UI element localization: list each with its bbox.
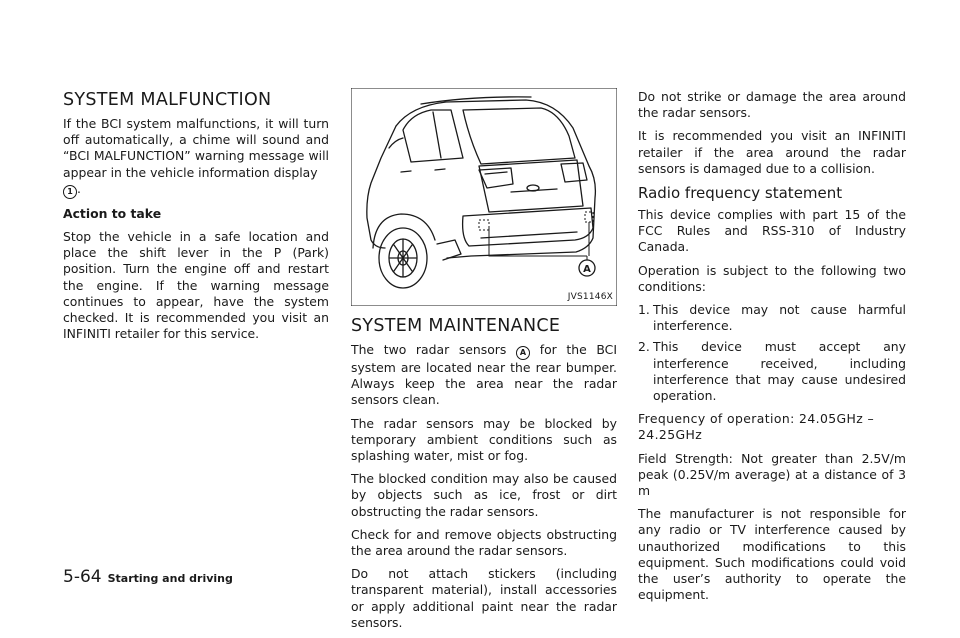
right-column — [638, 89, 906, 610]
system-malfunction-heading: SYSTEM MALFUNCTION — [63, 90, 272, 110]
system-maintenance-heading: SYSTEM MAINTENANCE — [351, 316, 561, 336]
vehicle-rear-figure — [351, 88, 617, 306]
page-footer — [63, 567, 233, 587]
maintenance-paragraph-1: The two radar sensors A for the BCI system are located near the rear bumper. Always keep the area near the radar sensors clean. — [351, 342, 617, 408]
action-to-take-heading: Action to take — [63, 205, 162, 221]
conditions-paragraph: Operation is subject to the following two conditions: — [638, 262, 906, 294]
fcc-paragraph: This device complies with part 15 of the FCC Rules and RSS-310 of Industry Canada. — [638, 207, 906, 255]
right-paragraph-1: Do not strike or damage the area around the radar sensors. — [638, 89, 906, 121]
left-column — [63, 90, 329, 349]
field-strength-paragraph: Field Strength: Not greater than 2.5V/m peak (0.25V/m average) at a distance of 3 m — [638, 450, 906, 499]
list-item: 1. This device may not cause harmful interference. — [638, 302, 906, 334]
figure-code: JVS1146X — [567, 292, 613, 302]
list-item: 2. This device must accept any interference received, including interference that may cause undesired operation. — [638, 339, 906, 404]
maintenance-paragraph-4: Check for and remove objects obstructing the area around the radar sensors. — [351, 526, 617, 559]
maintenance-paragraph-3: The blocked condition may also be caused by objects such as ice, frost or dirt obstructing the radar sensors. — [351, 471, 617, 519]
middle-column — [351, 316, 617, 638]
maintenance-paragraph-5: Do not attach stickers (including transparent material), install accessories or apply additional paint near the radar sensors. — [351, 566, 617, 630]
suv-rear-illustration — [351, 88, 617, 306]
page-number: 5-64 — [63, 567, 102, 587]
conditions-list — [638, 302, 906, 404]
sensor-marker-a: A — [516, 346, 530, 360]
frequency-paragraph: Frequency of operation: 24.05GHz – 24.25GHz — [638, 411, 875, 443]
callout-a-label: A — [583, 264, 591, 275]
maintenance-paragraph-2: The radar sensors may be blocked by temporary ambient conditions such as splashing water, mist or fog. — [351, 415, 617, 464]
manufacturer-paragraph: The manufacturer is not responsible for any radio or TV interference caused by unauthorized modifications to this equipment. Such modifications could void the user’s authority to operate the equipment. — [638, 506, 906, 603]
malfunction-paragraph: If the BCI system malfunctions, it will turn off automatically, a chime will sound and “BCI MALFUNCTION” warning message will appear in the vehicle information display 1 . — [63, 116, 329, 199]
right-paragraph-2: It is recommended you visit an INFINITI retailer if the area around the radar sensors is damaged due to a collision. — [638, 128, 906, 176]
radio-frequency-heading: Radio frequency statement — [638, 184, 843, 203]
action-paragraph: Stop the vehicle in a safe location and place the shift lever in the P (Park) position. Turn the engine off and restart the engine. If the warning message continues to appear, have the system checked. It is recommended you visit an INFINITI retailer for this service. — [63, 229, 329, 342]
section-title: Starting and driving — [107, 572, 233, 585]
display-marker-1: 1 — [63, 185, 77, 199]
